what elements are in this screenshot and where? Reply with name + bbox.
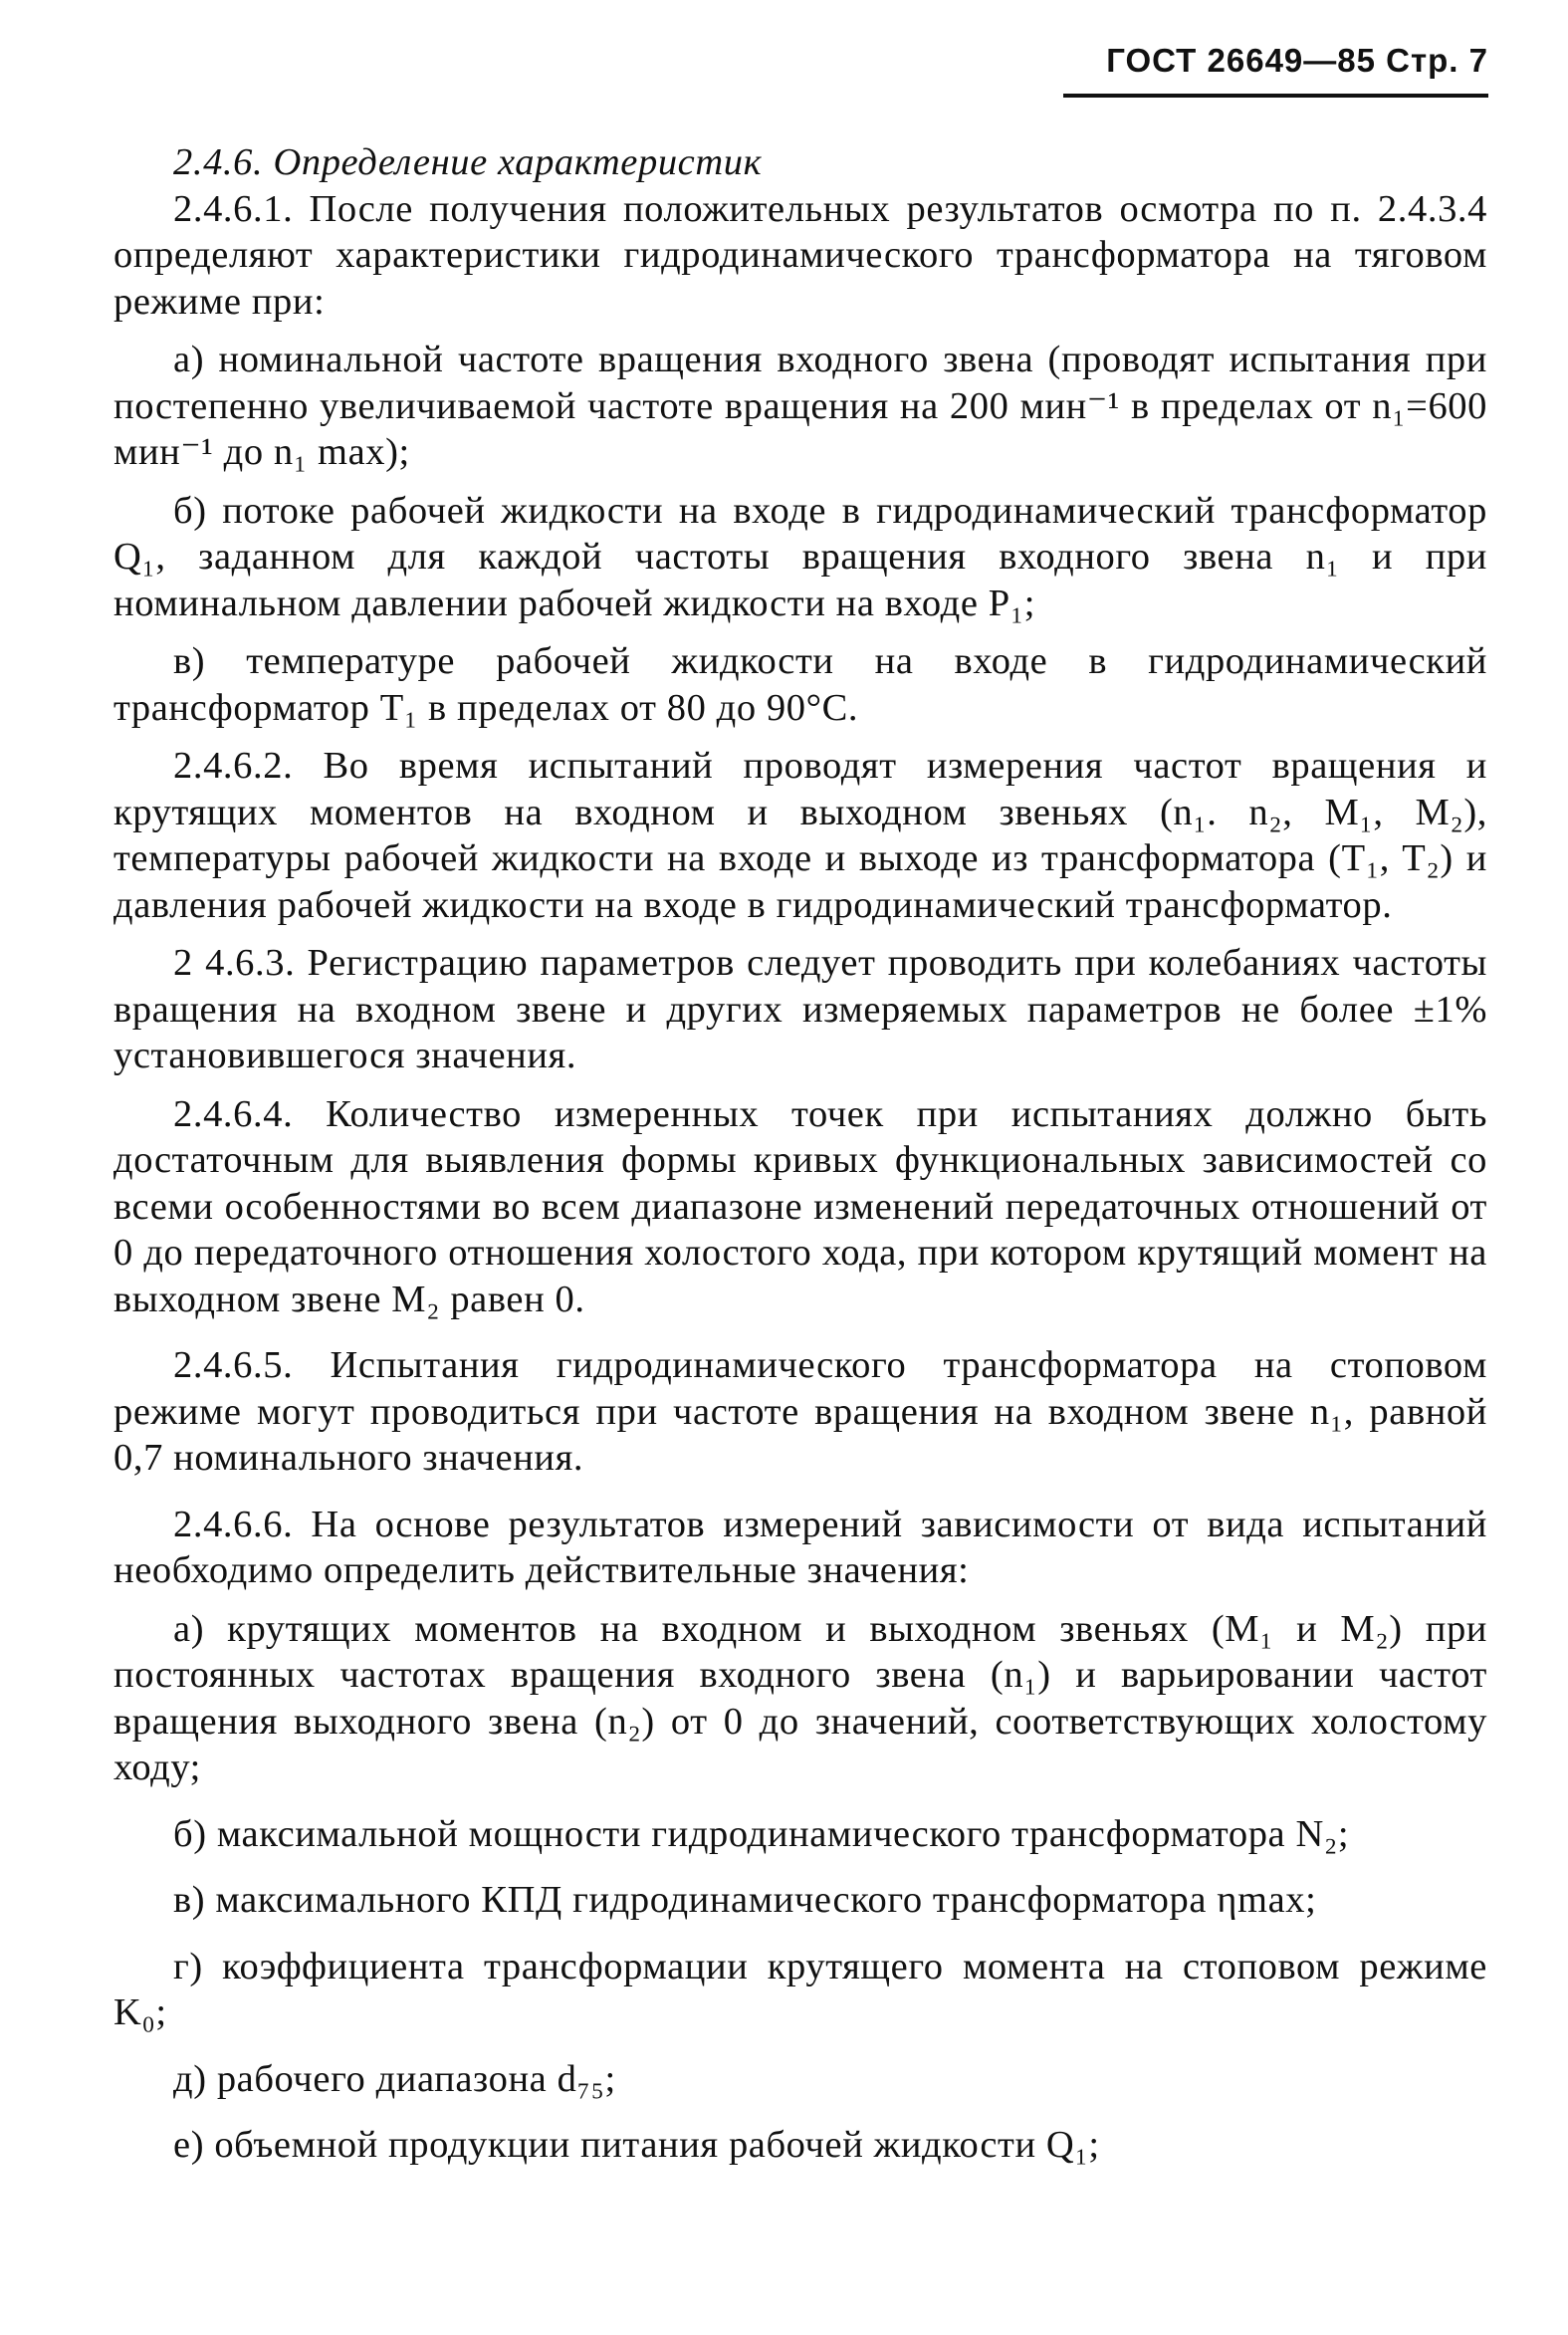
list-item: е) объемной продукции питания рабочей жидкости Q₁; <box>173 2124 1100 2166</box>
list-item: б) потоке рабочей жидкости на входе в гидродинамический трансформатор Q₁, заданном для каждой частоты вращения входного звена n₁ и при номинальном давлении рабочей жидкости на входе P₁; <box>113 489 1487 624</box>
list-item: д) рабочего диапазона d₇₅; <box>173 2057 616 2100</box>
list-item: а) номинальной частоте вращения входного звена (проводят испытания при постепенно увеличиваемой частоте вращения на 200 мин⁻¹ в пределах от n₁=600 мин⁻¹ до n₁ max); <box>113 339 1487 473</box>
paragraph: 2.4.6.2. Во время испытаний проводят измерения частот вращения и крутящих моментов на входном и выходном звеньях (n₁. n₂, M₁, M₂), температуры рабочей жидкости на входе и выходе из трансформатора (T₁, T₂) и давления рабочей жидкости на входе в гидродинамический трансформатор. <box>113 745 1487 926</box>
list-item: в) максимального КПД гидродинамического трансформатора ηmax; <box>173 1879 1317 1921</box>
header-rule <box>1063 94 1488 98</box>
list-item: в) температуре рабочей жидкости на входе в гидродинамический трансформатор T₁ в пределах от 80 до 90°C. <box>113 640 1487 729</box>
section-heading: 2.4.6. Определение характеристик <box>173 141 763 183</box>
paragraph: 2 4.6.3. Регистрацию параметров следует проводить при колебаниях частоты вращения на входном звене и других измеряемых параметров не более ±1% установившегося значения. <box>113 942 1487 1076</box>
list-item: г) коэффициента трансформации крутящего момента на стоповом режиме K₀; <box>113 1945 1487 2033</box>
paragraph: 2.4.6.5. Испытания гидродинамического трансформатора на стоповом режиме могут проводиться при частоте вращения на входном звене n₁, равной 0,7 номинального значения. <box>113 1344 1487 1479</box>
paragraph: 2.4.6.4. Количество измеренных точек при испытаниях должно быть достаточным для выявления формы кривых функциональных зависимостей со всеми особенностями во всем диапазоне изменений передаточных отношений от 0 до передаточного отношения холостого хода, при котором крутящий момент на выходном звене M₂ равен 0. <box>113 1092 1487 1320</box>
list-item: а) крутящих моментов на входном и выходном звеньях (M₁ и M₂) при постоянных частотах вращения входного звена (n₁) и варьировании частот вращения выходного звена (n₂) от 0 до значений, соответствующих холостому ходу; <box>113 1607 1487 1788</box>
page-header: ГОСТ 26649—85 Стр. 7 <box>1106 42 1488 79</box>
list-item: б) максимальной мощности гидродинамического трансформатора N₂; <box>173 1812 1350 1855</box>
document-body <box>113 139 1487 2169</box>
paragraph: 2.4.6.1. После получения положительных результатов осмотра по п. 2.4.3.4 определяют характеристики гидродинамического трансформатора на тяговом режиме при: <box>113 187 1487 323</box>
paragraph: 2.4.6.6. На основе результатов измерений зависимости от вида испытаний необходимо определить действительные значения: <box>113 1503 1487 1591</box>
